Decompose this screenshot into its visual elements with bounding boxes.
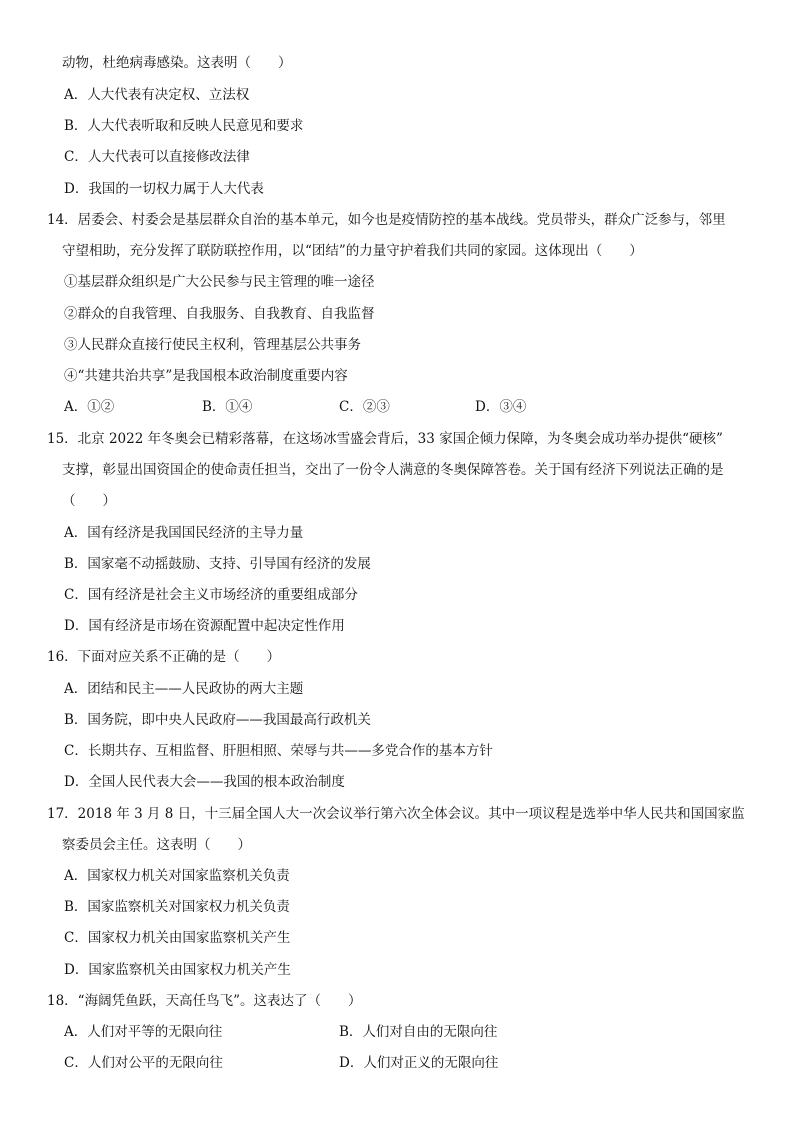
q14-option-d: D．③④ (475, 399, 527, 415)
q14-statement-3: ③人民群众直接行使民主权利，管理基层公共事务 (64, 337, 361, 353)
q18-option-d: D．人们对正义的无限向往 (339, 1055, 499, 1071)
q18-option-b: B．人们对自由的无限向往 (339, 1024, 498, 1040)
q14-stem-line-2: 守望相助，充分发挥了联防联控作用，以“团结”的力量守护着我们共同的家园。这体现出（ ） (62, 243, 643, 259)
q17-option-c: C．国家权力机关由国家监察机关产生 (64, 930, 291, 946)
q13-option-b: B．人大代表听取和反映人民意见和要求 (64, 118, 304, 134)
q17-option-b: B．国家监察机关对国家权力机关负责 (64, 899, 290, 915)
q16-option-d: D．全国人民代表大会——我国的根本政治制度 (64, 774, 345, 790)
q17-option-a: A．国家权力机关对国家监察机关负责 (64, 868, 290, 884)
q16-option-a: A．团结和民主——人民政协的两大主题 (64, 681, 304, 697)
q16-option-b: B．国务院，即中央人民政府——我国最高行政机关 (64, 712, 371, 728)
q13-option-a: A．人大代表有决定权、立法权 (64, 87, 250, 103)
q17-option-d: D．国家监察机关由国家权力机关产生 (64, 962, 291, 978)
q14-statement-1: ①基层群众组织是广大公民参与民主管理的唯一途径 (64, 274, 375, 290)
q16-option-c: C．长期共存、互相监督、肝胆相照、荣辱与共——多党合作的基本方针 (64, 743, 493, 759)
q15-option-b: B．国家毫不动摇鼓励、支持、引导国有经济的发展 (64, 556, 371, 572)
q15-stem-line-2: 支撑，彰显出国资国企的使命责任担当，交出了一份令人满意的冬奥保障答卷。关于国有经济下列说法正确的是 (62, 462, 724, 478)
q14-option-b: B．①④ (202, 399, 253, 415)
q14-stem-line-1: 14．居委会、村委会是基层群众自治的基本单元，如今也是疫情防控的基本战线。党员带头，群众广泛参与，邻里 (47, 212, 726, 228)
q15-stem-line-3: （ ） (62, 493, 116, 509)
q13-option-c: C．人大代表可以直接修改法律 (64, 149, 250, 165)
q15-stem-line-1: 15．北京 2022 年冬奥会已精彩落幕，在这场冰雪盛会背后，33 家国企倾力保障，为冬奥会成功举办提供“硬核” (47, 431, 723, 447)
q15-option-c: C．国有经济是社会主义市场经济的重要组成部分 (64, 587, 358, 603)
q18-stem: 18．“海阔凭鱼跃，天高任鸟飞”。这表达了（ ） (47, 993, 362, 1009)
q17-stem-line-2: 察委员会主任。这表明（ ） (62, 837, 251, 853)
q13-stem-continuation: 动物，杜绝病毒感染。这表明（ ） (62, 55, 292, 71)
q18-option-a: A．人们对平等的无限向往 (64, 1024, 223, 1040)
q14-statement-2: ②群众的自我管理、自我服务、自我教育、自我监督 (64, 306, 375, 322)
q17-stem-line-1: 17．2018 年 3 月 8 日，十三届全国人大一次会议举行第六次全体会议。其中一项议程是选举中华人民共和国国家监 (47, 806, 745, 822)
q15-option-d: D．国有经济是市场在资源配置中起决定性作用 (64, 618, 345, 634)
q14-statement-4: ④“共建共治共享”是我国根本政治制度重要内容 (64, 368, 348, 384)
q13-option-d: D．我国的一切权力属于人大代表 (64, 181, 264, 197)
q14-option-a: A．①② (64, 399, 115, 415)
q14-option-c: C．②③ (339, 399, 390, 415)
q16-stem: 16．下面对应关系不正确的是（ ） (47, 649, 281, 665)
q15-option-a: A．国有经济是我国国民经济的主导力量 (64, 525, 304, 541)
q18-option-c: C．人们对公平的无限向往 (64, 1055, 223, 1071)
